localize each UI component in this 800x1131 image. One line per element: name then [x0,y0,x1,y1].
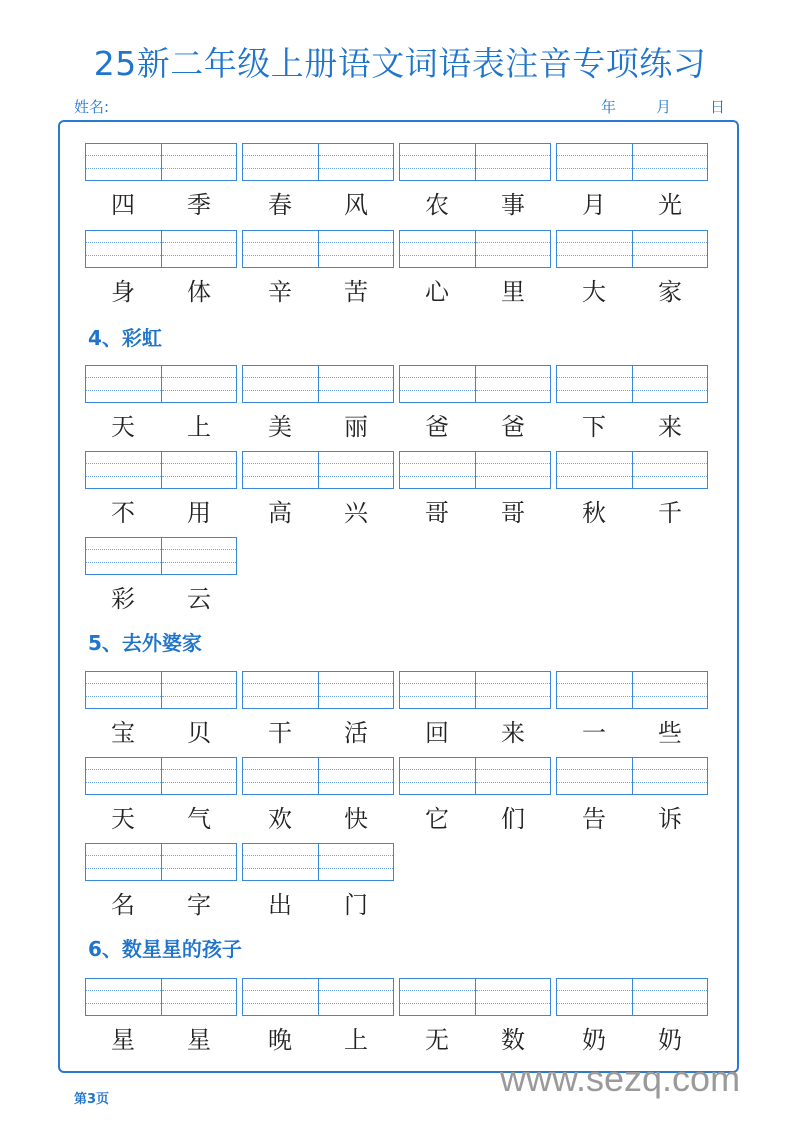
pinyin-cell[interactable] [86,672,161,708]
pinyin-cell[interactable] [557,231,632,267]
pinyin-writing-box[interactable] [556,978,708,1016]
hanzi-character: 心 [425,278,449,306]
pinyin-cell[interactable] [632,758,708,794]
pinyin-cell[interactable] [243,672,318,708]
pinyin-cell[interactable] [400,672,475,708]
pinyin-cell[interactable] [632,144,708,180]
pinyin-cell[interactable] [243,844,318,880]
pinyin-cell[interactable] [400,979,475,1015]
hanzi-character: 千 [658,499,682,527]
pinyin-writing-box[interactable] [85,978,237,1016]
hanzi-character: 美 [268,413,292,441]
pinyin-writing-box[interactable] [556,143,708,181]
pinyin-writing-box[interactable] [242,757,394,795]
hanzi-character: 上 [187,413,211,441]
pinyin-cell[interactable] [161,672,237,708]
hanzi-character: 哥 [501,499,525,527]
hanzi-character: 体 [187,278,211,306]
hanzi-character: 风 [344,191,368,219]
pinyin-writing-box[interactable] [399,451,551,489]
pinyin-writing-box[interactable] [399,365,551,403]
hanzi-character: 晚 [268,1026,292,1054]
hanzi-character: 奶 [658,1026,682,1054]
pinyin-writing-box[interactable] [85,230,237,268]
pinyin-writing-box[interactable] [556,757,708,795]
pinyin-writing-box[interactable] [399,143,551,181]
date-day-label: 日 [710,98,726,116]
pinyin-cell[interactable] [557,452,632,488]
pinyin-cell[interactable] [86,538,161,574]
pinyin-writing-box[interactable] [85,757,237,795]
hanzi-character: 上 [344,1026,368,1054]
pinyin-writing-box[interactable] [399,757,551,795]
hanzi-character: 事 [501,191,525,219]
pinyin-cell[interactable] [243,231,318,267]
hanzi-character: 出 [268,891,292,919]
hanzi-character: 四 [111,191,135,219]
hanzi-character: 辛 [268,278,292,306]
hanzi-character: 快 [344,805,368,833]
pinyin-cell[interactable] [318,844,394,880]
pinyin-writing-box[interactable] [399,671,551,709]
pinyin-writing-box[interactable] [242,978,394,1016]
hanzi-character: 诉 [658,805,682,833]
pinyin-cell[interactable] [318,366,394,402]
hanzi-character: 数 [501,1026,525,1054]
hanzi-character: 干 [268,719,292,747]
hanzi-character: 光 [658,191,682,219]
pinyin-writing-box[interactable] [399,978,551,1016]
hanzi-character: 一 [582,719,606,747]
hanzi-character: 里 [501,278,525,306]
pinyin-cell[interactable] [400,144,475,180]
pinyin-cell[interactable] [557,672,632,708]
date-year-label: 年 [601,98,617,116]
pinyin-cell[interactable] [475,366,551,402]
hanzi-character: 高 [268,499,292,527]
pinyin-cell[interactable] [318,979,394,1015]
name-label: 姓名: [74,98,110,116]
pinyin-cell[interactable] [475,452,551,488]
hanzi-character: 家 [658,278,682,306]
hanzi-character: 告 [582,805,606,833]
pinyin-writing-box[interactable] [85,143,237,181]
pinyin-cell[interactable] [161,452,237,488]
hanzi-character: 农 [425,191,449,219]
pinyin-cell[interactable] [86,144,161,180]
watermark: www.sezq.com [500,1058,741,1099]
pinyin-cell[interactable] [86,979,161,1015]
pinyin-cell[interactable] [86,366,161,402]
hanzi-character: 身 [111,278,135,306]
hanzi-character: 星 [187,1026,211,1054]
pinyin-writing-box[interactable] [85,537,237,575]
hanzi-character: 天 [111,413,135,441]
hanzi-character: 它 [425,805,449,833]
pinyin-writing-box[interactable] [242,230,394,268]
pinyin-cell[interactable] [161,979,237,1015]
page-number: 第3页 [74,1092,110,1107]
pinyin-cell[interactable] [400,452,475,488]
pinyin-writing-box[interactable] [242,843,394,881]
hanzi-character: 丽 [344,413,368,441]
pinyin-writing-box[interactable] [242,143,394,181]
pinyin-cell[interactable] [475,672,551,708]
pinyin-cell[interactable] [86,452,161,488]
pinyin-cell[interactable] [475,979,551,1015]
hanzi-character: 天 [111,805,135,833]
hanzi-character: 无 [425,1026,449,1054]
pinyin-cell[interactable] [475,758,551,794]
pinyin-cell[interactable] [632,452,708,488]
hanzi-character: 贝 [187,719,211,747]
pinyin-cell[interactable] [475,231,551,267]
hanzi-character: 下 [582,413,606,441]
pinyin-writing-box[interactable] [556,671,708,709]
pinyin-cell[interactable] [475,144,551,180]
hanzi-character: 爸 [425,413,449,441]
pinyin-cell[interactable] [557,979,632,1015]
hanzi-character: 门 [344,891,368,919]
pinyin-cell[interactable] [86,231,161,267]
pinyin-writing-box[interactable] [85,365,237,403]
section-title: 6、数星星的孩子 [88,937,242,961]
pinyin-cell[interactable] [161,231,237,267]
hanzi-character: 些 [658,719,682,747]
hanzi-character: 来 [658,413,682,441]
hanzi-character: 云 [187,585,211,613]
pinyin-cell[interactable] [161,366,237,402]
hanzi-character: 字 [187,891,211,919]
section-title: 4、彩虹 [88,326,162,350]
pinyin-cell[interactable] [161,758,237,794]
pinyin-writing-box[interactable] [242,451,394,489]
pinyin-cell[interactable] [243,144,318,180]
pinyin-cell[interactable] [557,144,632,180]
pinyin-cell[interactable] [161,844,237,880]
pinyin-cell[interactable] [86,844,161,880]
pinyin-cell[interactable] [243,452,318,488]
pinyin-cell[interactable] [318,144,394,180]
pinyin-cell[interactable] [632,979,708,1015]
pinyin-cell[interactable] [243,758,318,794]
pinyin-cell[interactable] [86,758,161,794]
hanzi-character: 春 [268,191,292,219]
pinyin-cell[interactable] [400,366,475,402]
hanzi-character: 名 [111,891,135,919]
hanzi-character: 秋 [582,499,606,527]
hanzi-character: 欢 [268,805,292,833]
pinyin-cell[interactable] [318,231,394,267]
date-month-label: 月 [656,98,672,116]
hanzi-character: 爸 [501,413,525,441]
pinyin-cell[interactable] [557,758,632,794]
hanzi-character: 不 [111,499,135,527]
hanzi-character: 月 [582,191,606,219]
pinyin-cell[interactable] [318,452,394,488]
hanzi-character: 彩 [111,585,135,613]
pinyin-cell[interactable] [161,538,237,574]
pinyin-cell[interactable] [632,672,708,708]
hanzi-character: 兴 [344,499,368,527]
hanzi-character: 活 [344,719,368,747]
pinyin-writing-box[interactable] [556,451,708,489]
page-title: 25新二年级上册语文词语表注音专项练习 [93,44,707,83]
hanzi-character: 们 [501,805,525,833]
hanzi-character: 星 [111,1026,135,1054]
pinyin-writing-box[interactable] [242,671,394,709]
hanzi-character: 回 [425,719,449,747]
pinyin-writing-box[interactable] [85,843,237,881]
pinyin-writing-box[interactable] [556,230,708,268]
pinyin-cell[interactable] [557,366,632,402]
pinyin-cell[interactable] [318,672,394,708]
section-title: 5、去外婆家 [88,631,202,655]
hanzi-character: 气 [187,805,211,833]
pinyin-cell[interactable] [632,366,708,402]
pinyin-cell[interactable] [161,144,237,180]
hanzi-character: 奶 [582,1026,606,1054]
hanzi-character: 来 [501,719,525,747]
hanzi-character: 宝 [111,719,135,747]
hanzi-character: 季 [187,191,211,219]
hanzi-character: 哥 [425,499,449,527]
pinyin-cell[interactable] [400,231,475,267]
pinyin-writing-box[interactable] [85,451,237,489]
hanzi-character: 苦 [344,278,368,306]
pinyin-cell[interactable] [243,979,318,1015]
pinyin-cell[interactable] [318,758,394,794]
pinyin-cell[interactable] [243,366,318,402]
pinyin-writing-box[interactable] [399,230,551,268]
hanzi-character: 用 [187,499,211,527]
pinyin-cell[interactable] [400,758,475,794]
pinyin-writing-box[interactable] [85,671,237,709]
hanzi-character: 大 [582,278,606,306]
pinyin-writing-box[interactable] [242,365,394,403]
pinyin-writing-box[interactable] [556,365,708,403]
pinyin-cell[interactable] [632,231,708,267]
